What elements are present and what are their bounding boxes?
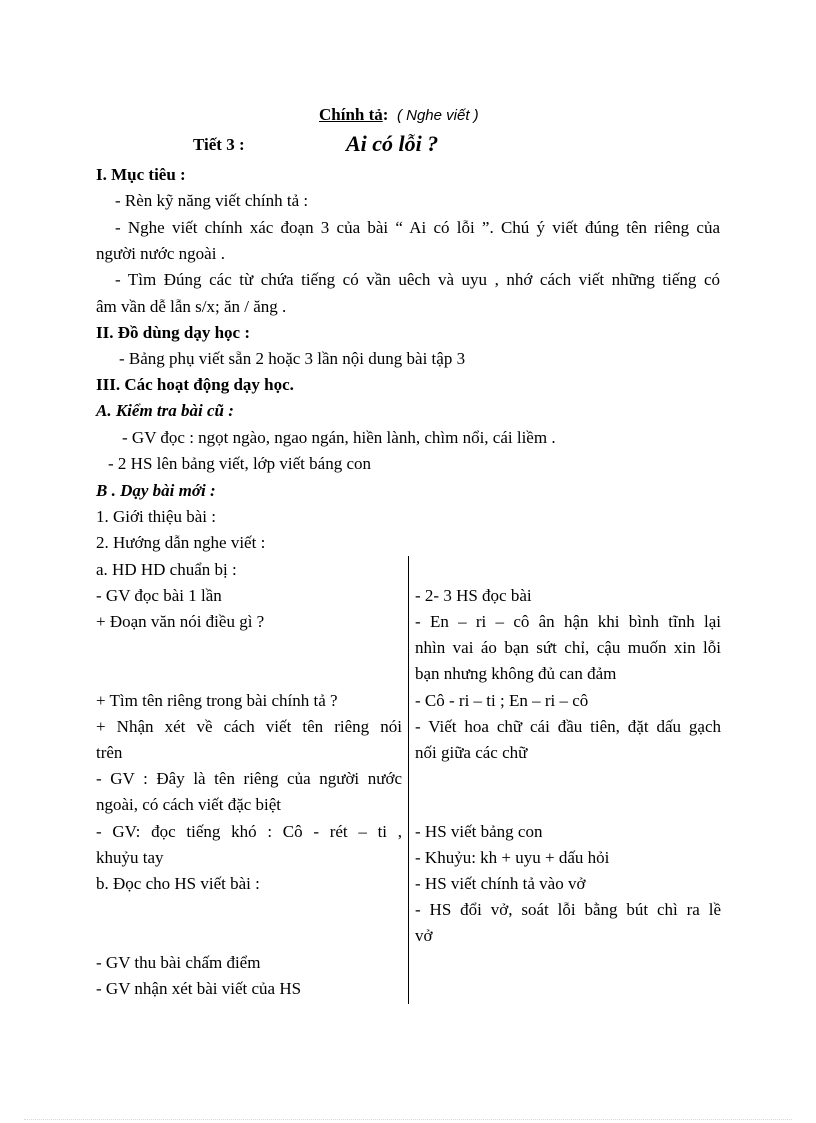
page-bottom-border (24, 1119, 792, 1120)
objective-item: âm vần dễ lẫn s/x; ăn / ăng . (96, 297, 287, 316)
student-activity: - Cô - ri – ti ; En – ri – cô (415, 691, 589, 710)
student-activity: nhìn vai áo bạn sứt chỉ, cậu muốn xin lỗi (415, 638, 721, 657)
subject-colon: : (382, 105, 389, 124)
teacher-activity: - GV đọc bài 1 lần (96, 586, 222, 605)
teacher-activity: ngoài, có cách viết đặc biệt (96, 795, 282, 814)
teacher-activity: - GV: đọc tiếng khó : Cô - rét – ti , (96, 822, 402, 841)
objective-item: - Nghe viết chính xác đoạn 3 của bài “ Ai có lỗi ”. Chú ý viết đúng tên riêng của (115, 218, 720, 237)
objective-item: - Tìm Đúng các từ chứa tiếng có vần uêch và uyu , nhớ cách viết những tiếng có (115, 270, 720, 289)
section-heading-materials: II. Đồ dùng dạy học : (96, 323, 250, 342)
student-activity: bạn nhưng không đủ can đảm (415, 664, 617, 683)
objective-item: người nước ngoài . (96, 244, 225, 263)
period-label: Tiết 3 : (193, 135, 245, 154)
objective-item: - Rèn kỹ năng viết chính tả : (115, 191, 309, 210)
student-activity: nối giữa các chữ (415, 743, 528, 762)
part-b-heading: B . Dạy bài mới : (96, 481, 216, 500)
teacher-activity: - GV nhận xét bài viết của HS (96, 979, 302, 998)
mode-label: ( Nghe viết ) (396, 107, 479, 124)
lesson-header (319, 104, 479, 127)
lesson-title: Ai có lỗi ? (346, 131, 439, 156)
student-activity: - En – ri – cô ân hận khi bình tĩnh lại (415, 612, 721, 631)
teacher-activity: b. Đọc cho HS viết bài : (96, 874, 260, 893)
part-b-item: 2. Hướng dẫn nghe viết : (96, 533, 266, 552)
teacher-activity: trên (96, 743, 123, 762)
student-activity: - HS viết chính tả vào vở (415, 874, 586, 893)
part-a-item: - GV đọc : ngọt ngào, ngao ngán, hiền lành, chìm nổi, cái liềm . (122, 428, 556, 447)
section-heading-activities: III. Các hoạt động dạy học. (96, 375, 294, 394)
part-b-item: 1. Giới thiệu bài : (96, 507, 216, 526)
teacher-activity: khuỷu tay (96, 848, 164, 867)
student-activity: - 2- 3 HS đọc bài (415, 586, 532, 605)
materials-item: - Bảng phụ viết sẵn 2 hoặc 3 lần nội dung bài tập 3 (119, 349, 466, 368)
student-activity: vở (415, 926, 433, 945)
teacher-activity: + Đoạn văn nói điều gì ? (96, 612, 265, 631)
student-activity: - HS viết bảng con (415, 822, 543, 841)
column-divider (408, 556, 409, 1004)
teacher-activity: + Tìm tên riêng trong bài chính tả ? (96, 691, 338, 710)
teacher-activity: a. HD HD chuẩn bị : (96, 560, 237, 579)
teacher-activity: + Nhận xét về cách viết tên riêng nói (96, 717, 402, 736)
part-a-heading: A. Kiểm tra bài cũ : (96, 401, 234, 420)
student-activity: - Viết hoa chữ cái đầu tiên, đặt dấu gạch (415, 717, 721, 736)
student-activity: - HS đổi vở, soát lỗi bằng bút chì ra lề (415, 900, 721, 919)
part-a-item: - 2 HS lên bảng viết, lớp viết báng con (108, 454, 371, 473)
student-activity: - Khuỷu: kh + uyu + dấu hỏi (415, 848, 610, 867)
subject-label: Chính tả (319, 105, 383, 124)
teacher-activity: - GV : Đây là tên riêng của người nước (96, 769, 402, 788)
section-heading-objectives: I. Mục tiêu : (96, 165, 186, 184)
teacher-activity: - GV thu bài chấm điểm (96, 953, 261, 972)
